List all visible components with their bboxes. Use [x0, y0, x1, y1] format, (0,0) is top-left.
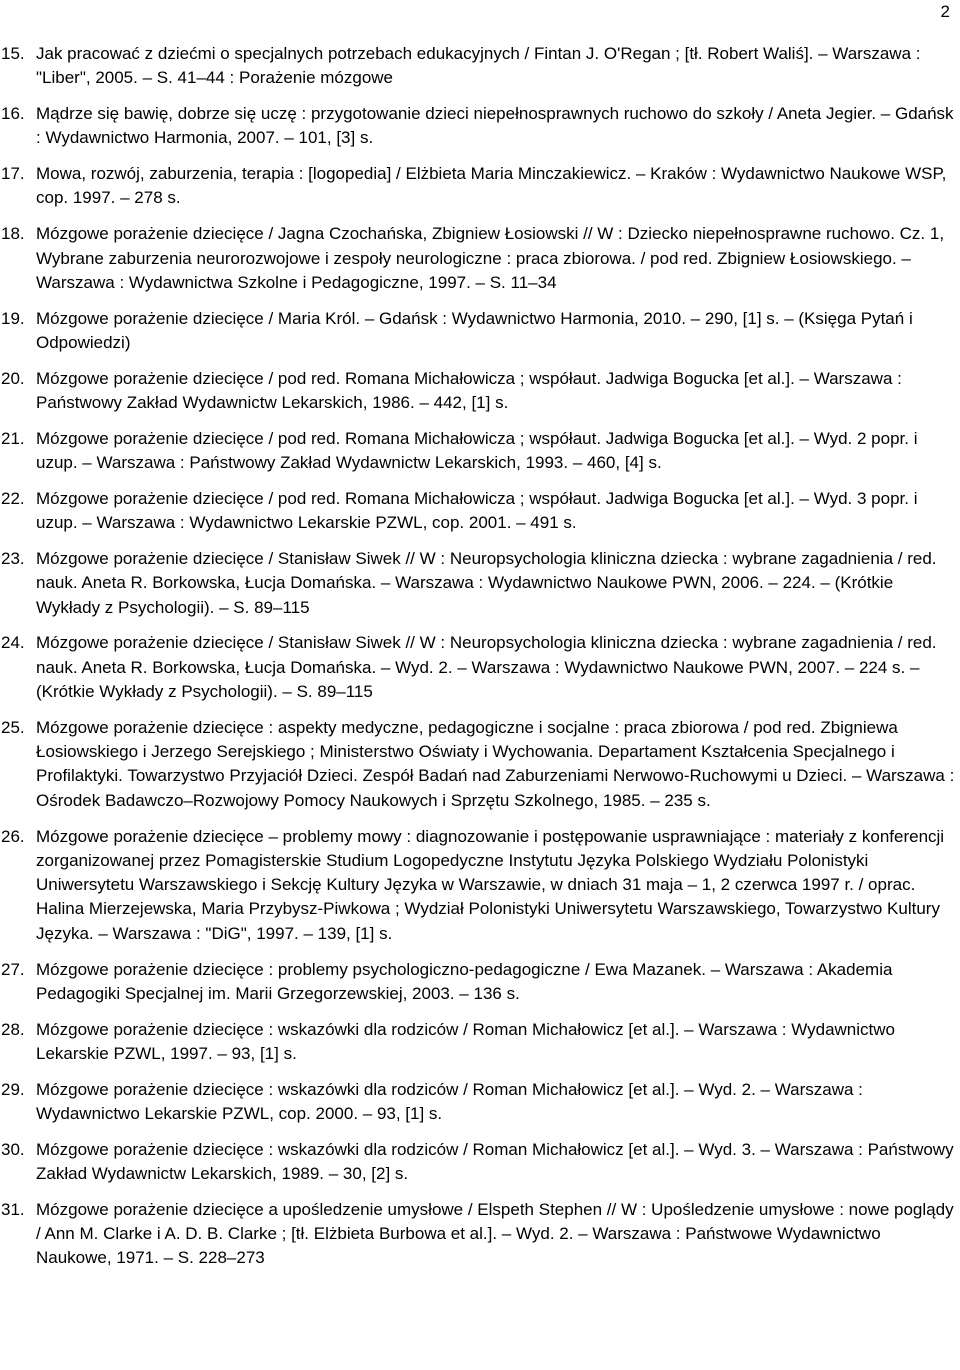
bibliography-entry: [0, 427, 960, 476]
bibliography-entry: [0, 631, 960, 704]
bibliography-entry: [0, 162, 960, 211]
entry-number: 19.: [1, 308, 25, 328]
entry-text: Mózgowe porażenie dziecięce : wskazówki dla rodziców / Roman Michałowicz [et al.]. – Wyd. 3. – Warszawa : Państwowy Zakład Wydawnictw Lekarskich, 1989. – 30, [2] s.: [36, 1139, 954, 1184]
entry-number: 27.: [1, 959, 25, 979]
entry-number: 17.: [1, 164, 25, 184]
entry-number: 31.: [1, 1199, 25, 1219]
bibliography-entry: [0, 42, 960, 91]
bibliography-entry: [0, 1018, 960, 1067]
page-number: 2: [940, 2, 950, 21]
bibliography-entry: [0, 307, 960, 356]
entry-text: Mózgowe porażenie dziecięce – problemy mowy : diagnozowanie i postępowanie usprawniające : materiały z konferencji zorganizowanej przez Pomagisterskie Studium Logopedyczne Instytutu Języka Polskiego Wydziału Polonistyki Uniwersytetu Warszawskiego i Sekcję Kultury Języka w Warszawie, w dniach 31 maja – 1, 2 czerwca 1997 r. / oprac. Halina Mierzejewska, Maria Przybysz-Piwkowa ; Wydział Polonistyki Uniwersytetu Warszawskiego, Towarzystwo Kultury Języka. – Warszawa : "DiG", 1997. – 139, [1] s.: [36, 826, 945, 943]
bibliography-entry: [0, 958, 960, 1007]
entry-text: Mądrze się bawię, dobrze się uczę : przygotowanie dzieci niepełnosprawnych ruchowo do szkoły / Aneta Jegier. – Gdańsk : Wydawnictwo Harmonia, 2007. – 101, [3] s.: [36, 104, 954, 148]
entry-text: Mózgowe porażenie dziecięce : wskazówki dla rodziców / Roman Michałowicz [et al.]. – Wyd. 2. – Warszawa : Wydawnictwo Lekarskie PZWL, cop. 2000. – 93, [1] s.: [36, 1079, 863, 1123]
bibliography-entry: [0, 1078, 960, 1127]
entry-number: 23.: [1, 549, 25, 569]
entry-number: 21.: [1, 428, 25, 448]
bibliography-entry: [0, 1138, 960, 1187]
bibliography-entry: [0, 825, 960, 946]
entry-text: Mózgowe porażenie dziecięce / Stanisław Siwek // W : Neuropsychologia kliniczna dziecka : wybrane zagadnienia / red. nauk. Aneta R. Borkowska, Łucja Domańska. – Warszawa : Wydawnictwo Naukowe PWN, 2006. – 224. – (Krótkie Wykłady z Psychologii). – S. 89–115: [36, 549, 937, 617]
entry-number: 29.: [1, 1079, 25, 1099]
entry-text: Mózgowe porażenie dziecięce : aspekty medyczne, pedagogiczne i socjalne : praca zbiorowa / pod red. Zbigniewa Łosiowskiego i Jerzego Serejskiego ; Ministerstwo Oświaty i Wychowania. Departament Kształcenia Specjalnego i Profilaktyki. Towarzystwo Przyjaciół Dzieci. Zespół Badań nad Zaburzeniami Nerwowo-Ruchowymi u Dzieci. – Warszawa : Ośrodek Badawczo–Rozwojowy Pomocy Naukowych i Sprzętu Szkolnego, 1985. – 235 s.: [36, 717, 955, 810]
entry-text: Mózgowe porażenie dziecięce / Stanisław Siwek // W : Neuropsychologia kliniczna dziecka : wybrane zagadnienia / red. nauk. Aneta R. Borkowska, Łucja Domańska. – Wyd. 2. – Warszawa : Wydawnictwo Naukowe PWN, 2007. – 224 s. – (Krótkie Wykłady z Psychologii). – S. 89–115: [36, 633, 937, 702]
bibliography-list: [0, 42, 960, 1282]
bibliography-entry: [0, 367, 960, 416]
entry-text: Mózgowe porażenie dziecięce / pod red. Romana Michałowicza ; współaut. Jadwiga Bogucka [et al.]. – Wyd. 2 popr. i uzup. – Warszawa : Państwowy Zakład Wydawnictw Lekarskich, 1993. – 460, [4] s.: [36, 428, 918, 473]
entry-number: 24.: [1, 633, 25, 653]
entry-text: Mózgowe porażenie dziecięce / pod red. Romana Michałowicza ; współaut. Jadwiga Bogucka [et al.]. – Warszawa : Państwowy Zakład Wydawnictw Lekarskich, 1986. – 442, [1] s.: [36, 368, 902, 413]
entry-number: 30.: [1, 1139, 25, 1159]
bibliography-entry: [0, 222, 960, 295]
entry-text: Mózgowe porażenie dziecięce / Jagna Czochańska, Zbigniew Łosiowski // W : Dziecko niepełnosprawne ruchowo. Cz. 1, Wybrane zaburzenia neurorozwojowe i zespoły neurologiczne : praca zbiorowa. / pod red. Zbigniew Łosiowskiego. – Warszawa : Wydawnictwa Szkolne i Pedagogiczne, 1997. – S. 11–34: [36, 224, 945, 292]
bibliography-entry: [0, 716, 960, 813]
bibliography-entry: [0, 487, 960, 536]
entry-text: Mózgowe porażenie dziecięce / Maria Król. – Gdańsk : Wydawnictwo Harmonia, 2010. – 290, [1] s. – (Księga Pytań i Odpowiedzi): [36, 308, 913, 352]
entry-number: 28.: [1, 1019, 25, 1039]
entry-number: 16.: [1, 104, 25, 124]
entry-number: 15.: [1, 44, 25, 63]
entry-text: Mózgowe porażenie dziecięce : problemy psychologiczno-pedagogiczne / Ewa Mazanek. – Warszawa : Akademia Pedagogiki Specjalnej im. Marii Grzegorzewskiej, 2003. – 136 s.: [36, 959, 893, 1003]
bibliography-entry: [0, 547, 960, 620]
entry-text: Mózgowe porażenie dziecięce : wskazówki dla rodziców / Roman Michałowicz [et al.]. – Warszawa : Wydawnictwo Lekarskie PZWL, 1997. – 93, [1] s.: [36, 1019, 895, 1063]
entry-number: 22.: [1, 488, 25, 508]
entry-text: Mózgowe porażenie dziecięce a upośledzenie umysłowe / Elspeth Stephen // W : Upośledzenie umysłowe : nowe poglądy / Ann M. Clarke i A. D. B. Clarke ; [tł. Elżbieta Burbowa et al.]. – Wyd. 2. – Warszawa : Państwowe Wydawnictwo Naukowe, 1971. – S. 228–273: [36, 1199, 954, 1268]
entry-text: Jak pracować z dziećmi o specjalnych potrzebach edukacyjnych / Fintan J. O'Regan ; [tł. Robert Waliś]. – Warszawa : "Liber", 2005. – S. 41–44 : Porażenie mózgowe: [36, 44, 921, 88]
entry-number: 20.: [1, 368, 25, 388]
entry-text: Mowa, rozwój, zaburzenia, terapia : [logopedia] / Elżbieta Maria Minczakiewicz. – Kraków : Wydawnictwo Naukowe WSP, cop. 1997. – 278 s.: [36, 164, 947, 208]
entry-number: 25.: [1, 717, 25, 737]
bibliography-entry: [0, 102, 960, 151]
entry-number: 26.: [1, 826, 25, 846]
entry-text: Mózgowe porażenie dziecięce / pod red. Romana Michałowicza ; współaut. Jadwiga Bogucka [et al.]. – Wyd. 3 popr. i uzup. – Warszawa : Wydawnictwo Lekarskie PZWL, cop. 2001. – 491 s.: [36, 488, 918, 533]
entry-number: 18.: [1, 224, 25, 244]
bibliography-entry: [0, 1198, 960, 1271]
